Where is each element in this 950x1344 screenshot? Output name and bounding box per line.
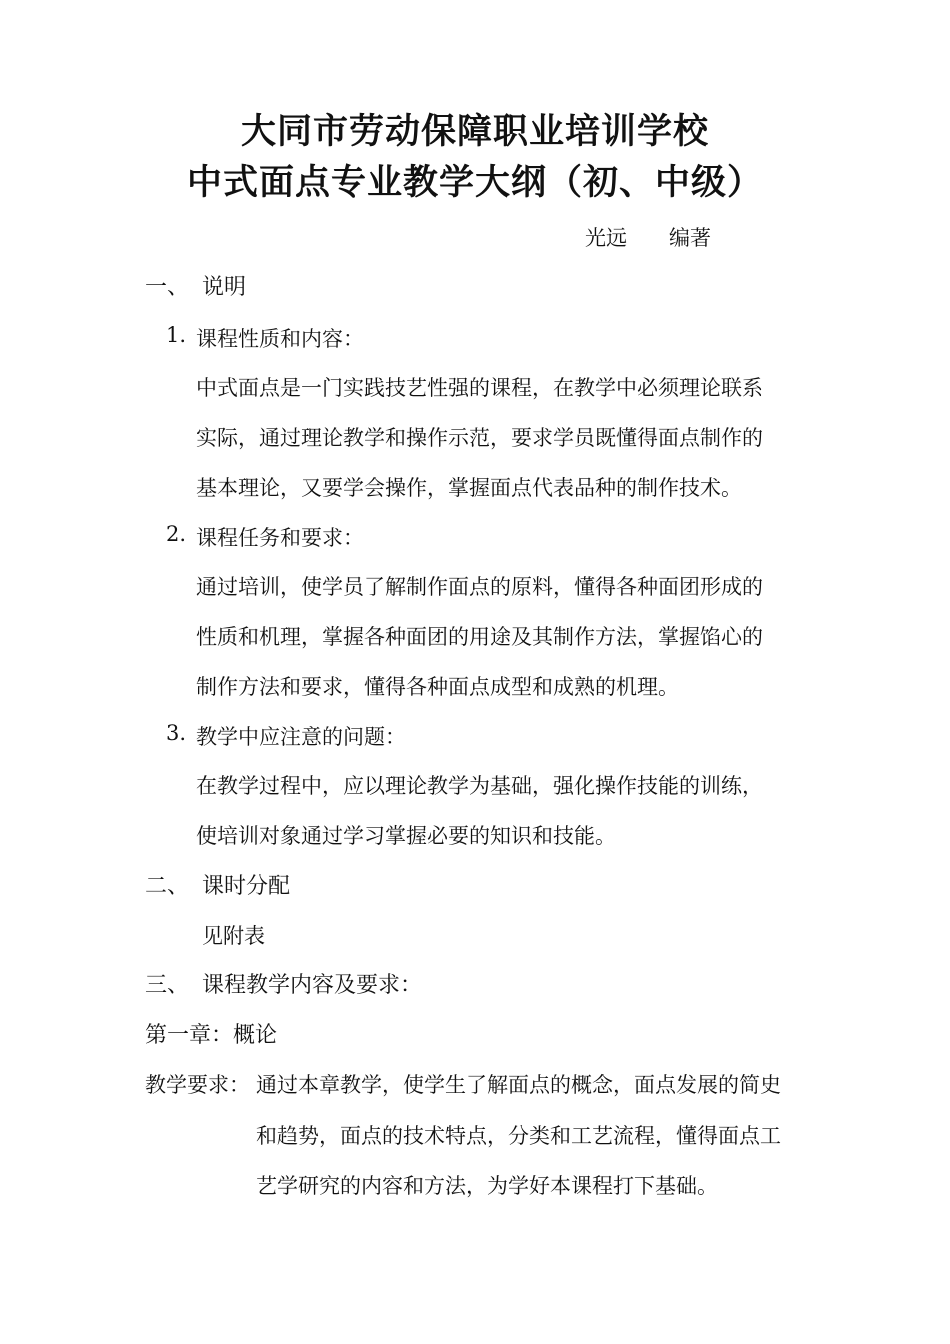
item-2-text-line: 性质和机理，掌握各种面团的用途及其制作方法，掌握馅心的: [196, 625, 763, 649]
item-1-label: 课程性质和内容：: [196, 327, 364, 351]
section-3-heading: 课程教学内容及要求：: [202, 973, 423, 998]
section-1-number: 一、: [145, 275, 190, 300]
section-1-heading: 说明: [202, 275, 247, 300]
item-3-number: 3.: [166, 721, 187, 745]
item-3-text-line: 使培训对象通过学习掌握必要的知识和技能。: [196, 824, 616, 848]
section-3-number: 三、: [145, 973, 190, 998]
section-2-text: 见附表: [202, 924, 265, 948]
item-2-text-line: 制作方法和要求，懂得各种面点成型和成熟的机理。: [196, 675, 679, 699]
item-1-text-line: 中式面点是一门实践技艺性强的课程，在教学中必须理论联系: [196, 376, 763, 400]
item-1-number: 1.: [166, 323, 187, 347]
item-3-text-line: 在教学过程中，应以理论教学为基础，强化操作技能的训练，: [196, 774, 763, 798]
item-1-text-line: 基本理论，又要学会操作，掌握面点代表品种的制作技术。: [196, 476, 742, 500]
chapter-1-requirement-line: 通过本章教学，使学生了解面点的概念，面点发展的简史: [256, 1073, 781, 1097]
item-2-text-line: 通过培训，使学员了解制作面点的原料，懂得各种面团形成的: [196, 575, 763, 599]
item-3-label: 教学中应注意的问题：: [196, 725, 406, 749]
chapter-1-requirement-line: 艺学研究的内容和方法，为学好本课程打下基础。: [256, 1174, 718, 1198]
chapter-1-requirement-line: 和趋势，面点的技术特点，分类和工艺流程，懂得面点工: [256, 1124, 781, 1148]
item-1-text-line: 实际，通过理论教学和操作示范，要求学员既懂得面点制作的: [196, 426, 763, 450]
item-2-number: 2.: [166, 522, 187, 546]
section-2-heading: 课时分配: [202, 874, 291, 899]
document-title-line-1: 大同市劳动保障职业培训学校: [240, 111, 709, 152]
section-2-number: 二、: [145, 874, 190, 899]
chapter-1-requirement-label: 教学要求：: [145, 1073, 250, 1097]
author-line: 光远 编著: [585, 226, 711, 250]
item-2-label: 课程任务和要求：: [196, 526, 364, 550]
chapter-1-heading: 第一章：概论: [145, 1023, 278, 1048]
document-title-line-2: 中式面点专业教学大纲（初、中级）: [186, 162, 763, 203]
